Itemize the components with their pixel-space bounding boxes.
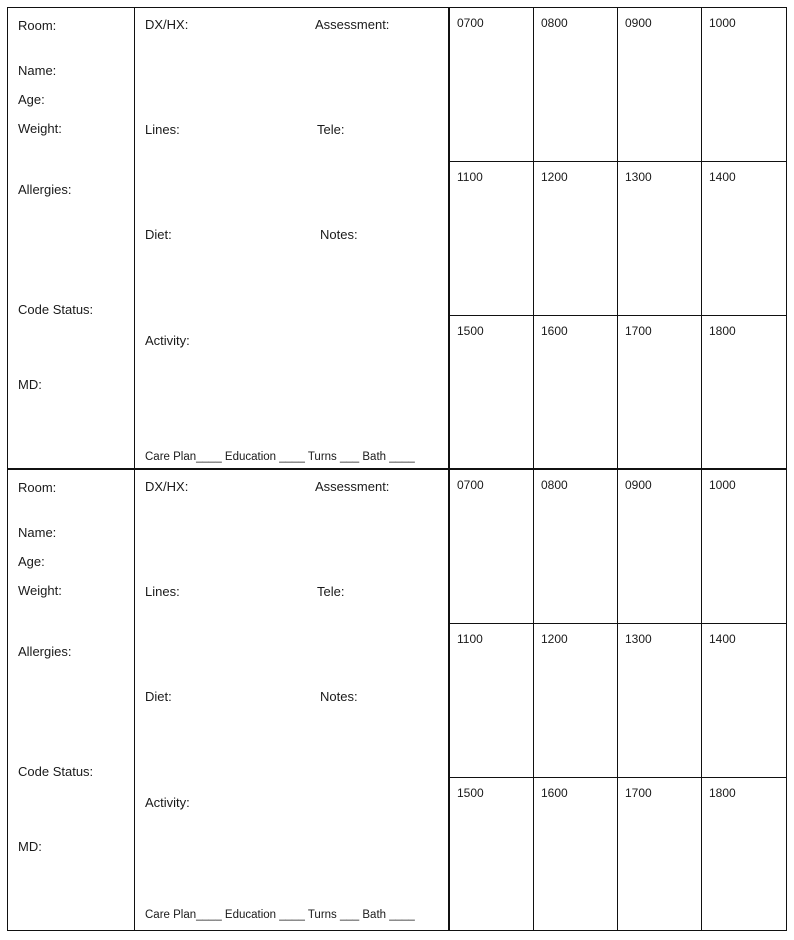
hour-cell — [449, 161, 534, 316]
patient-info-column — [7, 469, 135, 931]
hour-cell — [701, 161, 787, 316]
hour-label: 1500 — [457, 324, 484, 338]
hour-cell — [617, 623, 702, 778]
hour-cell — [617, 315, 702, 469]
hour-label: 0800 — [541, 478, 568, 492]
dxhx-label: DX/HX: — [145, 479, 189, 494]
hour-label: 1000 — [709, 478, 736, 492]
diet-label: Diet: — [145, 227, 172, 242]
hour-cell — [533, 777, 618, 931]
dxhx-label: DX/HX: — [145, 17, 189, 32]
hour-label: 0900 — [625, 16, 652, 30]
hour-label: 1400 — [709, 170, 736, 184]
lines-label: Lines: — [145, 122, 180, 137]
hour-cell — [533, 315, 618, 469]
hourly-grid — [449, 469, 787, 931]
room-label: Room: — [18, 480, 57, 495]
hour-label: 0700 — [457, 16, 484, 30]
hour-label: 1300 — [625, 632, 652, 646]
hour-label: 1100 — [457, 632, 483, 646]
hour-label: 1200 — [541, 632, 568, 646]
hour-cell — [617, 161, 702, 316]
hour-cell — [449, 469, 534, 624]
name-label: Name: — [18, 63, 57, 78]
code-status-label: Code Status: — [18, 764, 94, 779]
activity-label: Activity: — [145, 795, 190, 810]
hour-label: 1600 — [541, 324, 568, 338]
hour-cell — [617, 7, 702, 162]
hour-label: 0800 — [541, 16, 568, 30]
lines-label: Lines: — [145, 584, 180, 599]
care-checklist: Care Plan____ Education ____ Turns ___ Bath ____ — [145, 909, 415, 921]
hour-label: 1700 — [625, 324, 652, 338]
patient-block-2 — [7, 469, 787, 931]
hour-cell — [701, 623, 787, 778]
allergies-label: Allergies: — [18, 182, 72, 197]
hour-label: 1800 — [709, 786, 736, 800]
hour-label: 1000 — [709, 16, 736, 30]
allergies-label: Allergies: — [18, 644, 72, 659]
hour-cell — [701, 315, 787, 469]
report-sheet — [7, 7, 787, 933]
hour-label: 1600 — [541, 786, 568, 800]
weight-label: Weight: — [18, 121, 62, 136]
hour-cell — [701, 777, 787, 931]
age-label: Age: — [18, 554, 45, 569]
diet-label: Diet: — [145, 689, 172, 704]
notes-label: Notes: — [320, 689, 358, 704]
assessment-label: Assessment: — [315, 479, 390, 494]
hour-cell — [449, 777, 534, 931]
hour-label: 0900 — [625, 478, 652, 492]
hour-label: 1700 — [625, 786, 652, 800]
assessment-label: Assessment: — [315, 17, 390, 32]
hour-cell — [533, 161, 618, 316]
md-label: MD: — [18, 377, 42, 392]
hour-label: 0700 — [457, 478, 484, 492]
hour-label: 1100 — [457, 170, 483, 184]
hour-cell — [701, 469, 787, 624]
hour-cell — [617, 469, 702, 624]
hour-label: 1400 — [709, 632, 736, 646]
patient-block-1 — [7, 7, 787, 469]
tele-label: Tele: — [317, 584, 345, 599]
patient-info-column — [7, 7, 135, 469]
age-label: Age: — [18, 92, 45, 107]
hour-cell — [449, 315, 534, 469]
hour-label: 1500 — [457, 786, 484, 800]
hour-label: 1300 — [625, 170, 652, 184]
clinical-notes-column — [135, 7, 449, 469]
hour-label: 1200 — [541, 170, 568, 184]
hour-cell — [533, 623, 618, 778]
weight-label: Weight: — [18, 583, 62, 598]
room-label: Room: — [18, 18, 57, 33]
hour-cell — [449, 623, 534, 778]
code-status-label: Code Status: — [18, 302, 94, 317]
activity-label: Activity: — [145, 333, 190, 348]
hour-cell — [617, 777, 702, 931]
hour-cell — [449, 7, 534, 162]
tele-label: Tele: — [317, 122, 345, 137]
hour-cell — [533, 469, 618, 624]
hourly-grid — [449, 7, 787, 469]
care-checklist: Care Plan____ Education ____ Turns ___ Bath ____ — [145, 451, 415, 463]
name-label: Name: — [18, 525, 57, 540]
clinical-notes-column — [135, 469, 449, 931]
md-label: MD: — [18, 839, 42, 854]
hour-cell — [701, 7, 787, 162]
hour-cell — [533, 7, 618, 162]
hour-label: 1800 — [709, 324, 736, 338]
notes-label: Notes: — [320, 227, 358, 242]
